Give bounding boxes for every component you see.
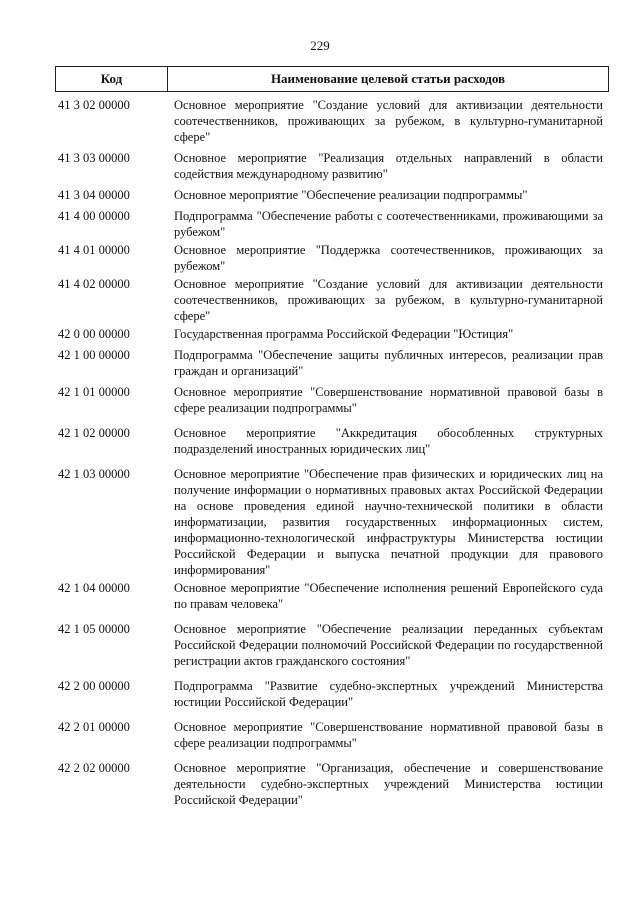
row-code: 42 2 01 00000 (58, 720, 130, 734)
table-row (55, 150, 609, 182)
row-name: Основное мероприятие "Создание условий для активизации деятельности соотечественников, проживающих за рубежом, в культурно-гуманитарной сфере" (174, 98, 603, 144)
table-row (55, 466, 609, 578)
row-code: 41 4 01 00000 (58, 243, 130, 257)
table-row (55, 580, 609, 612)
row-name: Основное мероприятие "Создание условий для активизации деятельности соотечественников, проживающих за рубежом, в культурно-гуманитарной сфере" (174, 277, 603, 323)
row-name: Основное мероприятие "Обеспечение реализации переданных субъектам Российской Федерации полномочий Российской Федерации по государственной регистрации актов гражданского состояния" (174, 622, 603, 668)
row-name: Подпрограмма "Развитие судебно-экспертных учреждений Министерства юстиции Российской Федерации" (174, 679, 603, 709)
row-name: Государственная программа Российской Федерации "Юстиция" (174, 327, 514, 341)
row-name: Основное мероприятие "Аккредитация обособленных структурных подразделений иностранных юридических лиц" (174, 426, 603, 456)
table-row (55, 242, 609, 274)
table-row (55, 425, 609, 457)
table-row (55, 760, 609, 808)
row-code: 42 1 01 00000 (58, 385, 130, 399)
row-code: 42 0 00 00000 (58, 327, 130, 341)
row-name: Основное мероприятие "Обеспечение исполнения решений Европейского суда по правам человека" (174, 581, 603, 611)
table-row (55, 347, 609, 379)
row-code: 42 1 04 00000 (58, 581, 130, 595)
row-code: 42 1 05 00000 (58, 622, 130, 636)
page-number: 229 (310, 38, 330, 53)
row-name: Основное мероприятие "Обеспечение реализации подпрограммы" (174, 188, 528, 202)
row-name: Подпрограмма "Обеспечение защиты публичных интересов, реализации прав граждан и организаций" (174, 348, 603, 378)
row-code: 41 4 00 00000 (58, 209, 130, 223)
row-name: Основное мероприятие "Совершенствование нормативной правовой базы в сфере реализации подпрограммы" (174, 385, 603, 415)
row-code: 42 1 00 00000 (58, 348, 130, 362)
row-name: Основное мероприятие "Совершенствование нормативной правовой базы в сфере реализации подпрограммы" (174, 720, 603, 750)
row-name: Основное мероприятие "Обеспечение прав физических и юридических лиц на получение информации о нормативных правовых актах Российской Федерации на основе проведения единой научно-технической политики в области информатизации, развития государственных информационных систем, информационно-технологической инфраструктуры Министерства юстиции Российской Федерации и выпуска печатной продукции для правового информирования" (174, 467, 603, 577)
table-body (55, 97, 609, 808)
row-code: 42 2 02 00000 (58, 761, 130, 775)
row-code: 41 3 02 00000 (58, 98, 130, 112)
table-row (55, 326, 609, 342)
row-name: Основное мероприятие "Реализация отдельных направлений в области содействия международному развитию" (174, 151, 603, 181)
row-code: 42 1 02 00000 (58, 426, 130, 440)
row-code: 42 2 00 00000 (58, 679, 130, 693)
table-row (55, 719, 609, 751)
row-code: 42 1 03 00000 (58, 467, 130, 481)
row-name: Основное мероприятие "Организация, обеспечение и совершенствование деятельности судебно-экспертных учреждений Министерства юстиции Российской Федерации" (174, 761, 603, 807)
header-name: Наименование целевой статьи расходов (270, 71, 506, 86)
row-code: 41 3 04 00000 (58, 188, 130, 202)
header-code: Код (56, 67, 168, 91)
table-row (55, 621, 609, 669)
table-row (55, 678, 609, 710)
table-row (55, 97, 609, 145)
table-header (55, 66, 609, 92)
row-code: 41 3 03 00000 (58, 151, 130, 165)
row-code: 41 4 02 00000 (58, 277, 130, 291)
table-row (55, 276, 609, 324)
row-name: Основное мероприятие "Поддержка соотечественников, проживающих за рубежом" (174, 243, 603, 273)
table-row (55, 187, 609, 203)
table-row (55, 384, 609, 416)
row-name: Подпрограмма "Обеспечение работы с соотечественниками, проживающими за рубежом" (174, 209, 603, 239)
table-row (55, 208, 609, 240)
